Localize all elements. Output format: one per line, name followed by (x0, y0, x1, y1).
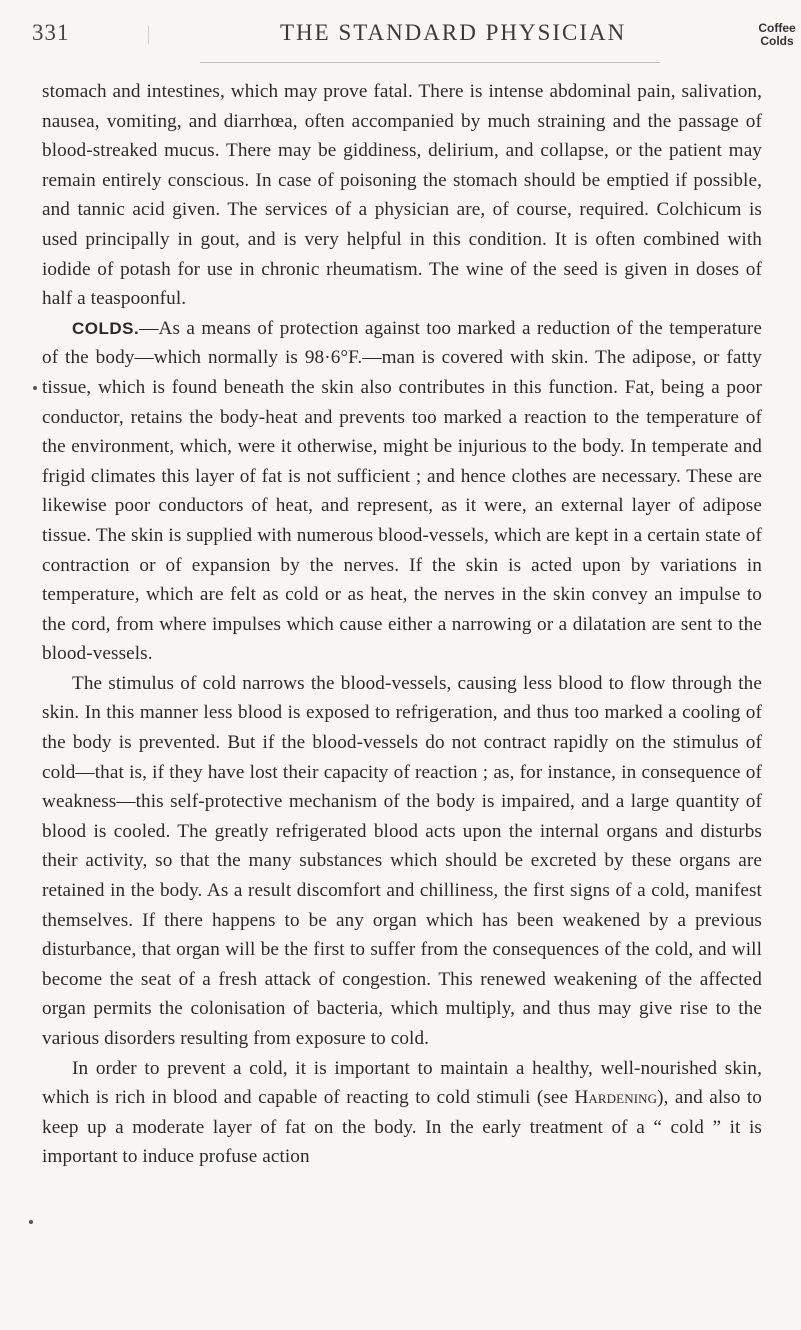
page-number: 331 (32, 20, 70, 45)
entry-heading-colds: COLDS. (72, 318, 140, 338)
faint-margin-mark (148, 26, 149, 44)
prevention-text-start: In order to prevent a cold, it is important to maintain a healthy, well-nourished skin, which is rich in blood and capable of reacting to cold stimuli (see (42, 1057, 762, 1109)
guide-word-first: Coffee (758, 21, 796, 35)
colds-intro-text: —As a means of protection against too marked a reduction of the temperature of the body—which normally is 98·6°F.—man is covered with skin. The adipose, or fatty tissue, which is found beneath the skin also contributes in this function. Fat, being a poor conductor, retains the body-heat and prevents too marked a reaction to the temperature of the environment, which, were it otherwise, might be injurious to the body. In temperate and frigid climates this layer of fat is not sufficient ; and hence clothes are necessary. These are likewise poor conductors of heat, and represent, as it were, an external layer of adipose tissue. The skin is supplied with numerous blood-vessels, which are kept in a certain state of contraction or of expansion by the nerves. If the skin is acted upon by variations in temperature, which are felt as cold or as heat, the nerves in the skin convey an impulse to the cord, from where impulses which cause either a narrowing or a dilatation are sent to the blood-vessels. (42, 317, 762, 665)
running-title: THE STANDARD PHYSICIAN (280, 20, 627, 45)
margin-dot (33, 386, 37, 390)
paragraph-colchicum: stomach and intestines, which may prove fatal. There is intense abdominal pain, salivation, nausea, vomiting, and diarrhœa, often accompanied by much straining and the passage of blood-streaked mucus. There may be giddiness, delirium, and collapse, or the patient may remain entirely conscious. In case of poisoning the stomach should be emptied if possible, and tannic acid given. The services of a physician are, of course, required. Colchicum is used principally in gout, and is very helpful in this condition. It is often combined with iodide of potash for use in chronic rheumatism. The wine of the seed is given in doses of half a teaspoonful. (42, 81, 762, 310)
margin-dot (29, 1220, 33, 1224)
header-rule (200, 62, 660, 63)
page-header (30, 20, 796, 64)
paragraph-colds-intro (42, 314, 762, 669)
guide-word-last: Colds (760, 34, 794, 48)
article-body (42, 77, 762, 1172)
guide-words (740, 22, 801, 48)
paragraph-prevention (42, 1054, 762, 1172)
cross-reference-hardening[interactable]: Hardening (574, 1087, 658, 1109)
paragraph-cold-stimulus: The stimulus of cold narrows the blood-vessels, causing less blood to flow through the skin. In this manner less blood is exposed to refrigeration, and thus too marked a cooling of the body is prevented. But if the blood-vessels do not contract rapidly on the stimulus of cold—that is, if they have lost their capacity of reaction ; as, for instance, in consequence of weakness—this self-protective mechanism of the body is impaired, and a large quantity of blood is cooled. The greatly refrigerated blood acts upon the internal organs and disturbs their activity, so that the many substances which should be excreted by these organs are retained in the body. As a result discomfort and chilliness, the first signs of a cold, manifest themselves. If there happens to be any organ which has been weakened by a previous disturbance, that organ will be the first to suffer from the consequences of the cold, and will become the seat of a fresh attack of congestion. This renewed weakening of the affected organ permits the colonisation of bacteria, which multiply, and thus may give rise to the various disorders resulting from exposure to cold. (42, 672, 762, 1049)
prevention-text-end: ), and also to keep up a moderate layer of fat on the body. In the early treatment of a “ cold ” it is important to induce profuse action (42, 1087, 762, 1168)
